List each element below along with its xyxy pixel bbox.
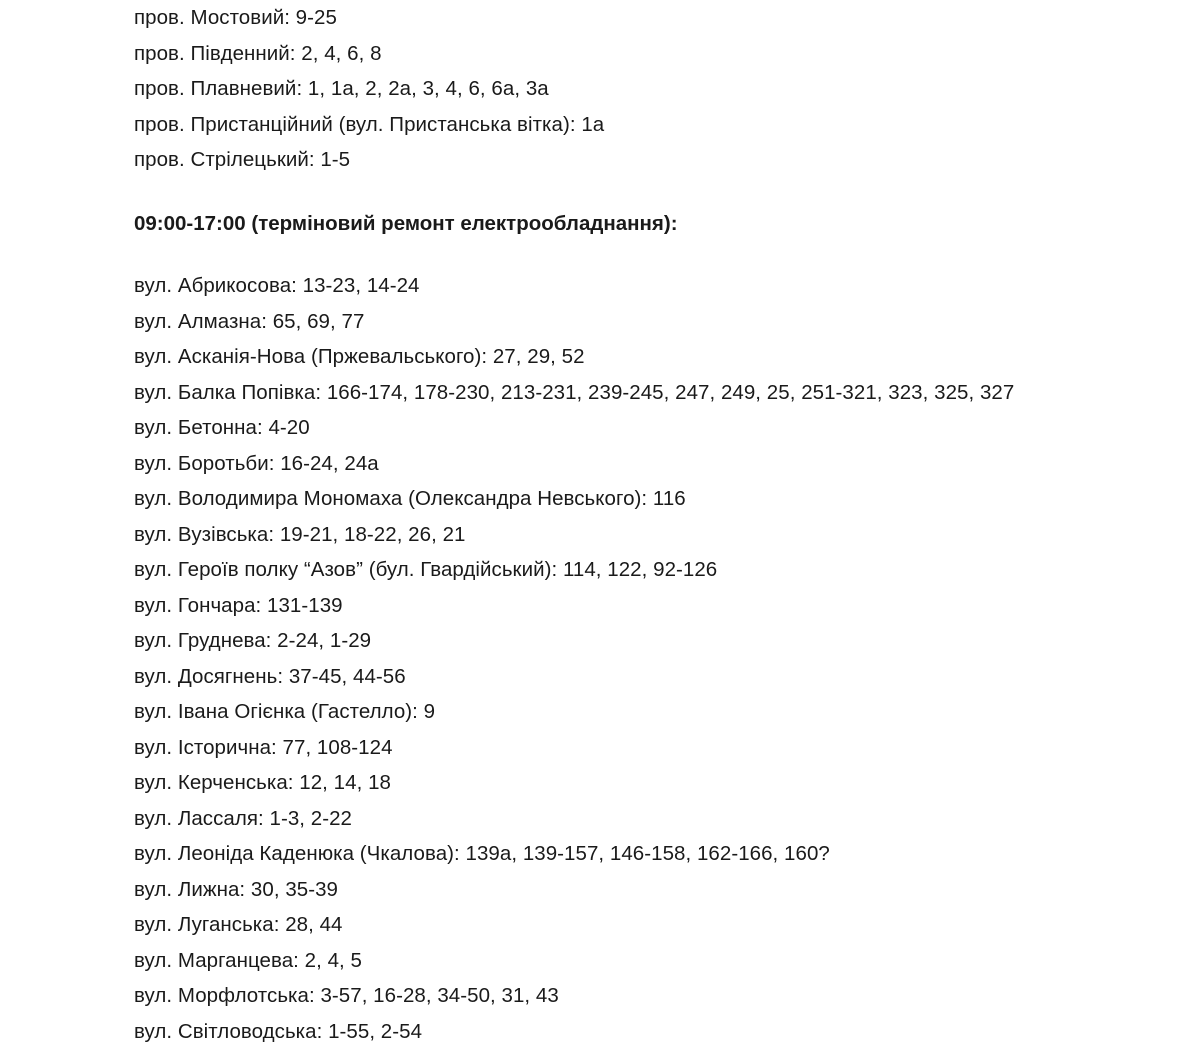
list-item: вул. Героїв полку “Азов” (бул. Гвардійський): 114, 122, 92-126 <box>134 558 718 581</box>
list-item: вул. Світловодська: 1-55, 2-54 <box>134 1019 423 1043</box>
list-item: вул. Керченська: 12, 14, 18 <box>134 771 391 794</box>
article-content <box>134 0 1174 1049</box>
list-item: вул. Володимира Мономаха (Олександра Невського): 116 <box>134 487 686 510</box>
address-list-top <box>134 0 1174 178</box>
list-item: вул. Алмазна: 65, 69, 77 <box>134 309 365 333</box>
list-item: вул. Морфлотська: 3-57, 16-28, 34-50, 31, 43 <box>134 984 559 1007</box>
list-item: вул. Гончара: 131-139 <box>134 593 343 617</box>
list-item: вул. Івана Огієнка (Гастелло): 9 <box>134 700 436 723</box>
list-item: вул. Лассаля: 1-3, 2-22 <box>134 806 353 830</box>
list-item: вул. Леоніда Каденюка (Чкалова): 139а, 139-157, 146-158, 162-166, 160? <box>134 842 830 865</box>
list-item: вул. Бетонна: 4-20 <box>134 416 310 439</box>
list-item: вул. Груднева: 2-24, 1-29 <box>134 629 372 652</box>
list-item: вул. Марганцева: 2, 4, 5 <box>134 948 363 972</box>
list-item: пров. Пристанційний (вул. Пристанська вітка): 1а <box>134 112 605 136</box>
address-list-bottom <box>134 268 1174 1049</box>
list-item: вул. Асканія-Нова (Пржевальського): 27, 29, 52 <box>134 345 585 368</box>
list-item: пров. Стрілецький: 1-5 <box>134 148 351 171</box>
list-item: вул. Абрикосова: 13-23, 14-24 <box>134 274 420 297</box>
list-item: вул. Досягнень: 37-45, 44-56 <box>134 664 406 688</box>
list-item: пров. Плавневий: 1, 1а, 2, 2а, 3, 4, 6, 6а, 3а <box>134 77 549 100</box>
list-item: вул. Балка Попівка: 166-174, 178-230, 213-231, 239-245, 247, 249, 25, 251-321, 323, 325, 327 <box>134 380 1015 404</box>
list-item: вул. Боротьби: 16-24, 24а <box>134 451 379 475</box>
list-item: пров. Мостовий: 9-25 <box>134 6 337 29</box>
list-item: вул. Вузівська: 19-21, 18-22, 26, 21 <box>134 522 466 546</box>
list-item: вул. Луганська: 28, 44 <box>134 913 343 936</box>
list-item: вул. Історична: 77, 108-124 <box>134 735 393 759</box>
list-item: вул. Лижна: 30, 35-39 <box>134 877 338 901</box>
section-heading: 09:00-17:00 (терміновий ремонт електрообладнання): <box>134 211 678 235</box>
list-item: пров. Південний: 2, 4, 6, 8 <box>134 41 382 65</box>
